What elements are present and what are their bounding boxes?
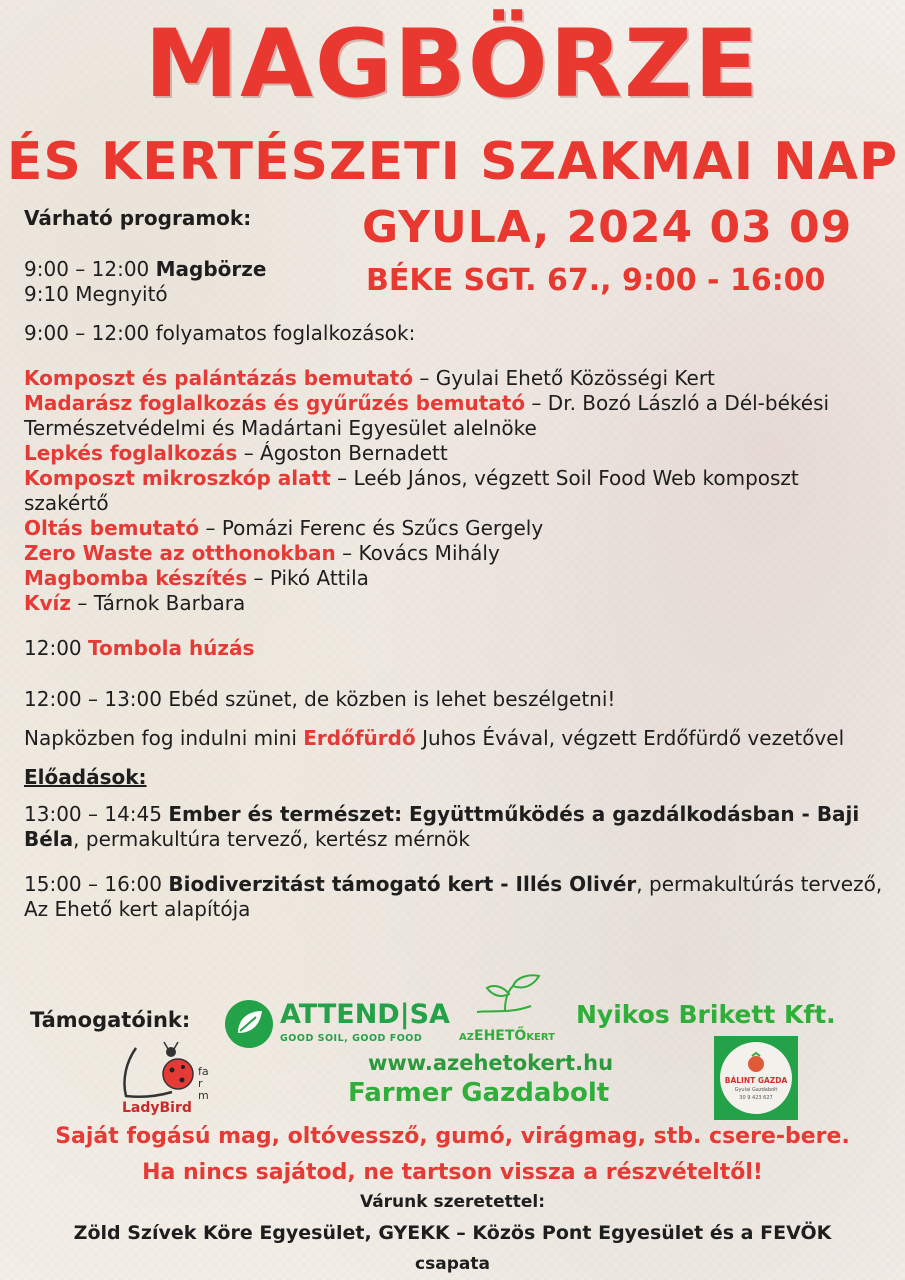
- sprout-hand-icon: [469, 970, 545, 1020]
- ehetokert-logo: AZEHETŐKERT: [448, 970, 566, 1050]
- lecture-item: 13:00 – 14:45 Ember és természet: Együttműködés a gazdálkodásban - Baji Béla, permakultúra tervező, kertész mérnök: [24, 802, 860, 851]
- nyikos-logo: Nyikos Brikett Kft.: [576, 1000, 836, 1029]
- seed-exchange-line: 9:00 – 12:00 Magbörze: [24, 257, 267, 281]
- sponsors-label: Támogatóink:: [30, 1008, 191, 1032]
- activity-item: Kvíz – Tárnok Barbara: [24, 591, 246, 615]
- program-section: [24, 202, 884, 922]
- activity-item: Lepkés foglalkozás – Ágoston Bernadett: [24, 441, 448, 465]
- lecture-item: 15:00 – 16:00 Biodiverzitást támogató kert - Illés Olivér, permakultúrás tervező, Az Ehető kert alapítója: [24, 872, 883, 921]
- poster-title: MAGBÖRZE: [144, 10, 761, 119]
- exchange-note: Saját fogású mag, oltóvessző, gumó, virágmag, stb. csere-bere.: [55, 1124, 850, 1149]
- organizers-suffix: csapata: [415, 1254, 490, 1274]
- activity-item: Oltás bemutató – Pomázi Ferenc és Szűcs Gergely: [24, 516, 544, 540]
- farmer-gazdabolt-logo: Farmer Gazdabolt: [348, 1078, 610, 1108]
- activity-item: Magbomba készítés – Pikó Attila: [24, 566, 369, 590]
- program-heading: Várható programok:: [24, 206, 252, 230]
- lunch-line: 12:00 – 13:00 Ebéd szünet, de közben is lehet beszélgetni!: [24, 687, 616, 711]
- continuous-line: 9:00 – 12:00 folyamatos foglalkozások:: [24, 321, 416, 345]
- attendsa-logo: ATTEND|SA GOOD SOIL, GOOD FOOD: [224, 999, 436, 1049]
- website-link[interactable]: www.azehetokert.hu: [368, 1051, 614, 1075]
- opening-line: 9:10 Megnyitó: [24, 282, 168, 306]
- activity-item: Komposzt és palántázás bemutató – Gyulai Ehető Közösségi Kert: [24, 366, 715, 390]
- event-address: BÉKE SGT. 67., 9:00 - 16:00: [366, 263, 826, 298]
- encouragement-note: Ha nincs sajátod, ne tartson vissza a részvételtől!: [142, 1160, 763, 1185]
- leaf-icon: [224, 999, 274, 1049]
- activity-item: Madarász foglalkozás és gyűrűzés bemutató – Dr. Bozó László a Dél-békési Természetvédelmi és Madártani Egyesület alelnöke: [24, 391, 830, 440]
- forest-bath-line: Napközben fog indulni mini Erdőfürdő Juhos Évával, végzett Erdőfürdő vezetővel: [24, 726, 845, 750]
- activity-list: [24, 366, 884, 616]
- ladybird-farm-logo: LadyBird farm: [116, 1040, 216, 1122]
- lectures-heading: Előadások:: [24, 765, 147, 789]
- welcome-note: Várunk szeretettel:: [359, 1192, 546, 1212]
- raffle-line: 12:00 Tombola húzás: [24, 636, 255, 660]
- poster-subtitle: ÉS KERTÉSZETI SZAKMAI NAP: [6, 132, 899, 192]
- event-date: GYULA, 2024 03 09: [362, 202, 853, 253]
- balint-gazda-logo: BÁLINT GAZDA Gyulai Gazdabolt 30 9 423 627: [714, 1036, 798, 1120]
- activity-item: Komposzt mikroszkóp alatt – Leéb János, végzett Soil Food Web komposzt szakértő: [24, 466, 799, 515]
- organizers-line: Zöld Szívek Köre Egyesület, GYEKK – Közös Pont Egyesület és a FEVÖK: [73, 1222, 832, 1244]
- activity-item: Zero Waste az otthonokban – Kovács Mihály: [24, 541, 500, 565]
